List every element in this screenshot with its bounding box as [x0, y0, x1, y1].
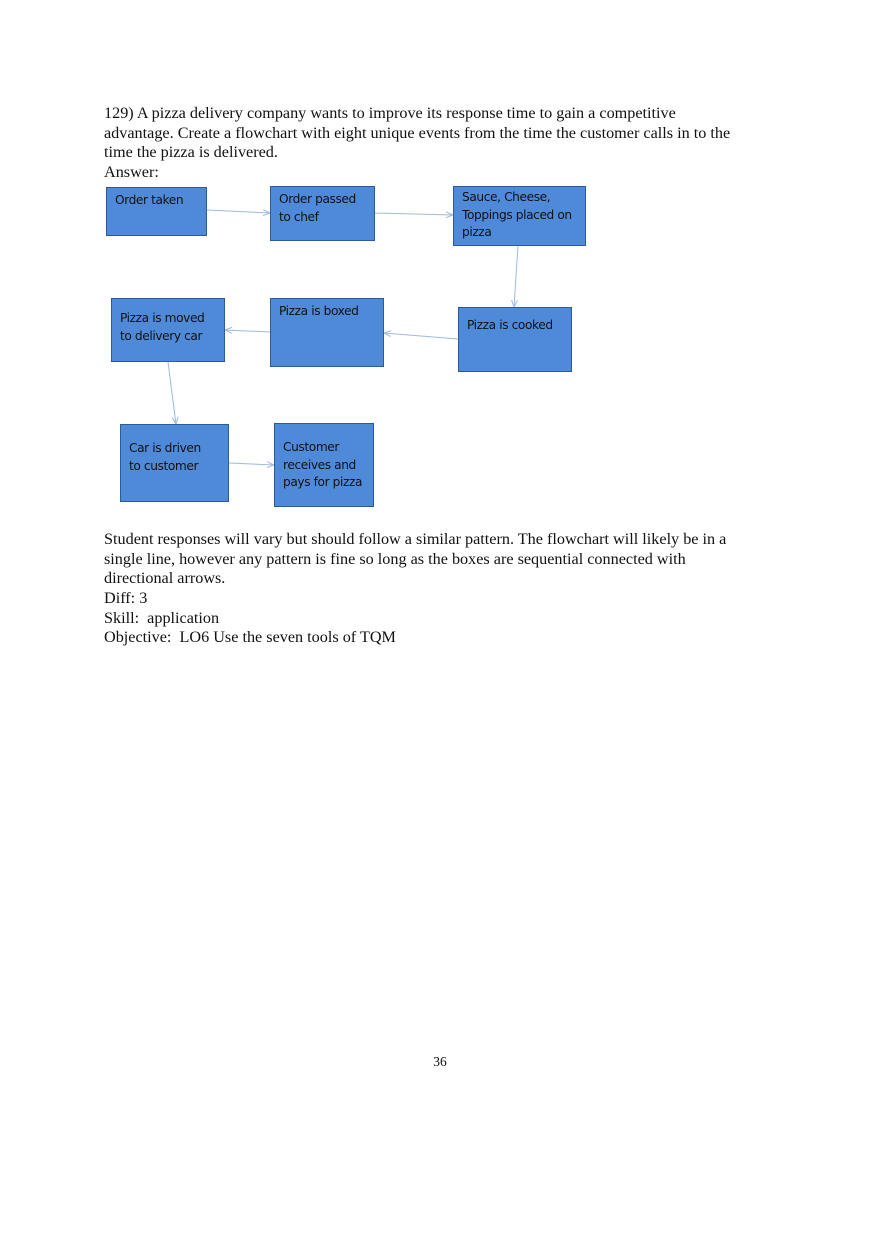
step-label: to chef	[279, 209, 319, 224]
page-number: 36	[433, 1054, 447, 1069]
step-label: Customer	[283, 440, 339, 454]
arrow-6-to-7	[168, 362, 176, 424]
question-line: advantage. Create a flowchart with eight unique events from the time the customer calls in to the	[104, 123, 731, 142]
arrow-2-to-3	[374, 213, 453, 215]
skill: Skill: application	[104, 608, 220, 627]
step-label: Pizza is boxed	[279, 304, 359, 318]
step-label: Order passed	[279, 192, 356, 206]
step-label: pizza	[462, 225, 492, 239]
step-label: receives and	[283, 457, 356, 472]
flowchart-step-customer-pays	[274, 423, 374, 507]
step-label: Pizza is moved	[120, 311, 205, 325]
response-line: single line, however any pattern is fine so long as the boxes are sequential connected with	[104, 549, 686, 568]
question-text	[104, 104, 794, 163]
step-label: pays for pizza	[283, 475, 363, 489]
arrow-3-to-4	[514, 246, 518, 307]
flowchart-step-order-taken	[106, 187, 207, 236]
step-label: to delivery car	[120, 328, 203, 343]
objective: Objective: LO6 Use the seven tools of TQM	[104, 628, 396, 646]
flowchart-step-pizza-boxed	[270, 298, 384, 367]
arrow-5-to-6	[225, 330, 270, 332]
arrow-1-to-2	[207, 210, 270, 213]
difficulty: Diff: 3	[104, 589, 148, 607]
flowchart-step-order-passed	[270, 186, 375, 241]
step-label: Toppings placed on	[462, 207, 572, 222]
question-metadata	[104, 589, 396, 648]
step-label: Sauce, Cheese,	[462, 190, 551, 204]
step-label: Order taken	[115, 193, 184, 207]
response-line: directional arrows.	[104, 569, 226, 587]
step-label: Car is driven	[129, 441, 201, 455]
step-label: to customer	[129, 458, 199, 473]
step-label: Pizza is cooked	[467, 318, 553, 332]
flowchart	[100, 180, 600, 515]
flowchart-step-pizza-cooked	[458, 307, 572, 372]
arrow-4-to-5	[384, 333, 458, 339]
flowchart-step-toppings	[453, 186, 586, 246]
question-line: time the pizza is delivered.	[104, 143, 278, 161]
flowchart-step-car-driven	[120, 424, 229, 502]
response-line: Student responses will vary but should follow a similar pattern. The flowchart will likely be in a	[104, 530, 727, 548]
flowchart-step-moved-to-car	[111, 298, 225, 362]
question-line: 129) A pizza delivery company wants to improve its response time to gain a competitive	[104, 104, 676, 122]
arrow-7-to-8	[229, 463, 274, 465]
answer-label: Answer:	[104, 163, 159, 181]
response-explanation	[104, 530, 804, 589]
